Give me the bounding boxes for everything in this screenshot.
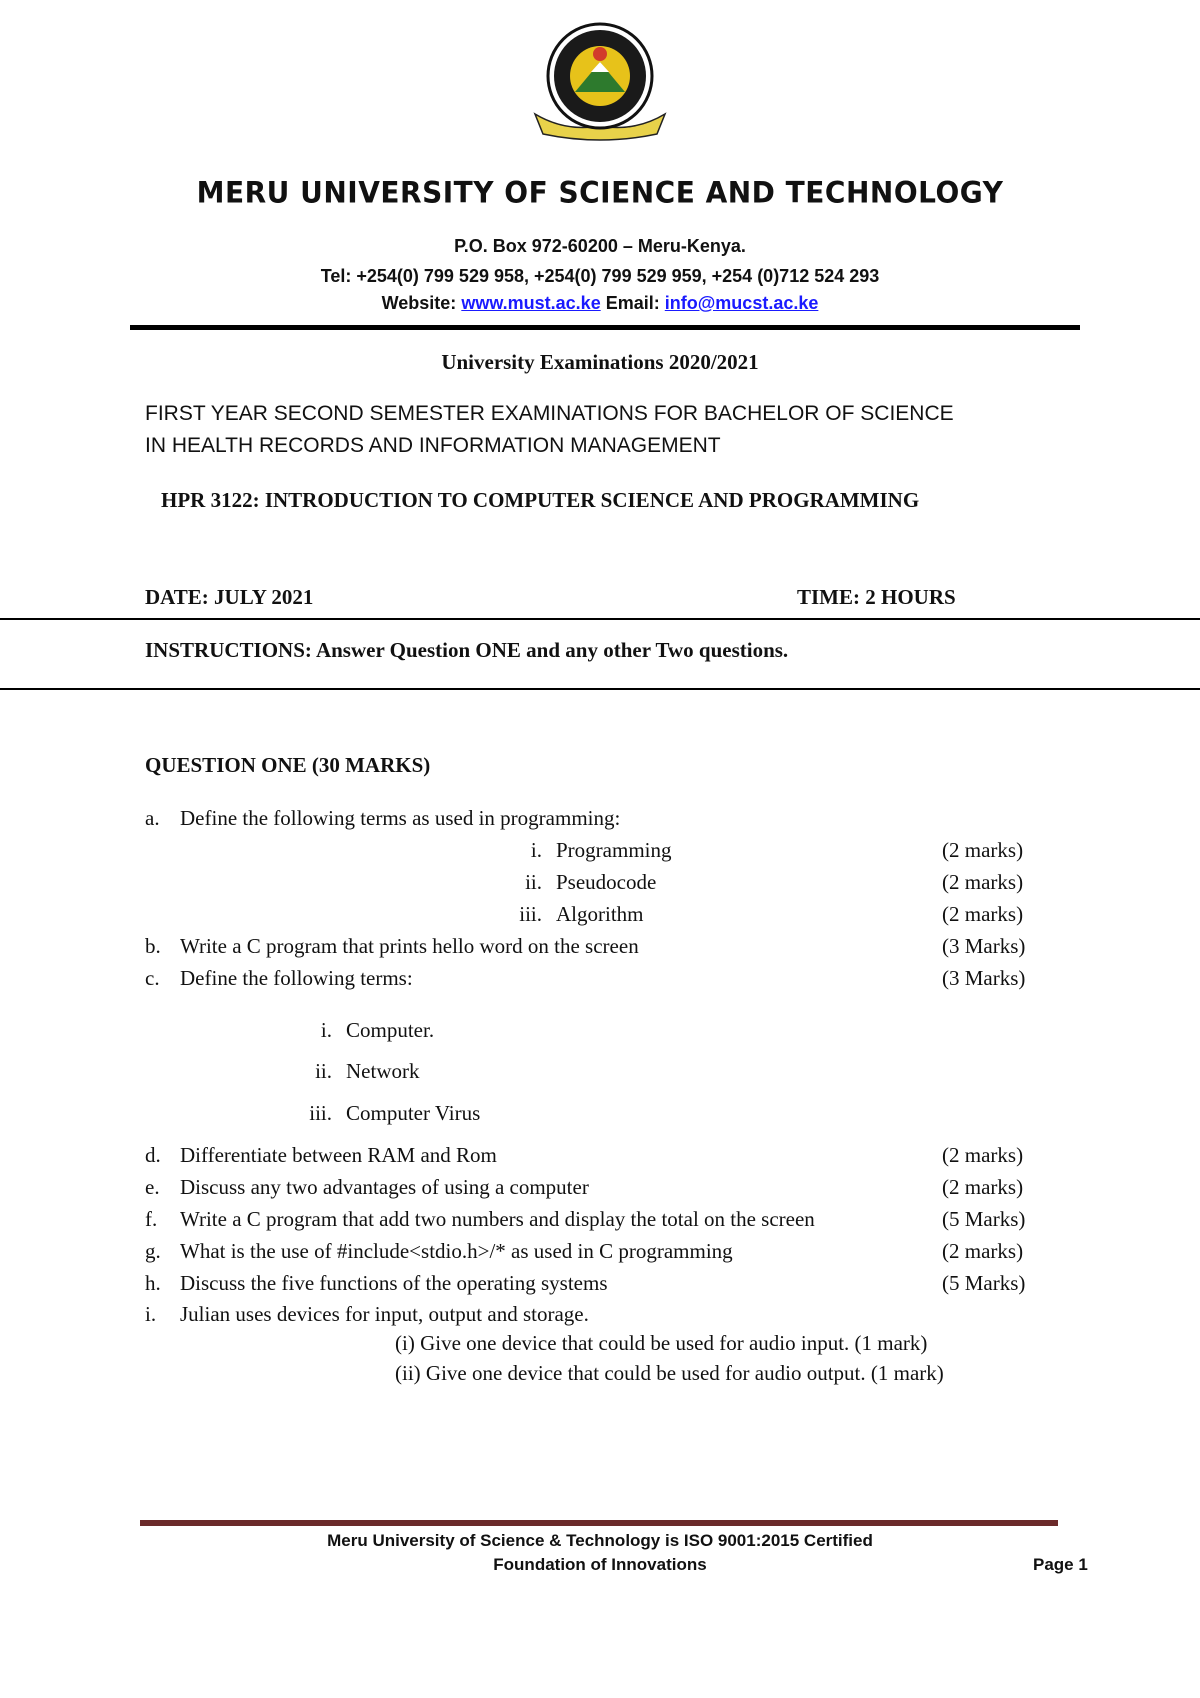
list-item bbox=[500, 902, 644, 927]
list-item bbox=[500, 870, 656, 895]
item-label: ii. bbox=[315, 1059, 332, 1083]
item-text: Write a C program that prints hello word on the screen bbox=[180, 934, 639, 958]
website-label: Website: bbox=[381, 293, 457, 313]
email-link[interactable]: info@mucst.ac.ke bbox=[664, 293, 819, 313]
item-text: What is the use of #include<stdio.h>/* as used in C programming bbox=[180, 1239, 733, 1263]
instructions-bottom-rule bbox=[0, 688, 1200, 690]
item-marks: (2 marks) bbox=[942, 1239, 1024, 1263]
question-one-heading: QUESTION ONE (30 MARKS) bbox=[145, 753, 431, 777]
university-name: MERU UNIVERSITY OF SCIENCE AND TECHNOLOGY bbox=[196, 175, 1004, 210]
list-item bbox=[145, 1271, 608, 1296]
item-text: Algorithm bbox=[556, 902, 644, 926]
exam-time: TIME: 2 HOURS bbox=[797, 585, 956, 609]
item-label: i. bbox=[145, 1302, 157, 1326]
item-label: i. bbox=[530, 838, 542, 862]
item-label: i. bbox=[320, 1018, 332, 1042]
item-text: Write a C program that add two numbers and display the total on the screen bbox=[180, 1207, 815, 1231]
course-title: HPR 3122: INTRODUCTION TO COMPUTER SCIENCE AND PROGRAMMING bbox=[161, 488, 920, 512]
item-label: g. bbox=[145, 1239, 161, 1263]
item-text: (ii) Give one device that could be used for audio output. (1 mark) bbox=[395, 1361, 944, 1385]
item-marks: (2 marks) bbox=[942, 838, 1024, 862]
item-label: iii. bbox=[309, 1101, 332, 1125]
item-text: Define the following terms as used in programming: bbox=[180, 806, 621, 830]
email-label: Email: bbox=[605, 293, 660, 313]
item-label: d. bbox=[145, 1143, 161, 1167]
item-text: Computer Virus bbox=[346, 1101, 481, 1125]
instructions: INSTRUCTIONS: Answer Question ONE and any other Two questions. bbox=[145, 638, 789, 662]
item-label: h. bbox=[145, 1271, 161, 1295]
list-item bbox=[290, 1101, 480, 1126]
header-divider bbox=[130, 325, 1080, 330]
item-marks: (2 marks) bbox=[942, 1175, 1024, 1199]
postal-address: P.O. Box 972-60200 – Meru-Kenya. bbox=[454, 236, 746, 256]
list-item bbox=[145, 1143, 497, 1168]
item-marks: (3 Marks) bbox=[942, 934, 1026, 958]
item-text: Network bbox=[346, 1059, 420, 1083]
item-text: Differentiate between RAM and Rom bbox=[180, 1143, 497, 1167]
list-item bbox=[145, 1302, 589, 1327]
exam-date: DATE: JULY 2021 bbox=[145, 585, 314, 609]
list-item bbox=[290, 1018, 434, 1043]
item-label: a. bbox=[145, 806, 160, 830]
item-text: Define the following terms: bbox=[180, 966, 413, 990]
exam-title-line-1: FIRST YEAR SECOND SEMESTER EXAMINATIONS FOR BACHELOR OF SCIENCE bbox=[145, 402, 954, 425]
page-number: Page 1 bbox=[1033, 1555, 1088, 1574]
item-marks: (2 marks) bbox=[942, 902, 1024, 926]
item-label: ii. bbox=[525, 870, 542, 894]
item-label: f. bbox=[145, 1207, 158, 1231]
list-item bbox=[290, 1059, 419, 1084]
list-item bbox=[145, 1239, 733, 1264]
item-text: (i) Give one device that could be used for audio input. (1 mark) bbox=[395, 1331, 928, 1355]
website-link[interactable]: www.must.ac.ke bbox=[461, 293, 601, 313]
telephone-line: Tel: +254(0) 799 529 958, +254(0) 799 529 959, +254 (0)712 524 293 bbox=[320, 266, 880, 286]
university-logo bbox=[525, 14, 675, 144]
list-item bbox=[145, 1175, 589, 1200]
item-label: iii. bbox=[519, 902, 542, 926]
list-item bbox=[395, 1361, 944, 1386]
item-marks: (2 marks) bbox=[942, 1143, 1024, 1167]
item-text: Programming bbox=[556, 838, 672, 862]
list-item bbox=[500, 838, 672, 863]
exam-title-line-2: IN HEALTH RECORDS AND INFORMATION MANAGEMENT bbox=[145, 434, 721, 457]
instructions-top-rule bbox=[0, 618, 1200, 620]
item-marks: (5 Marks) bbox=[942, 1207, 1026, 1231]
item-text: Pseudocode bbox=[556, 870, 657, 894]
footer-divider bbox=[140, 1520, 1058, 1526]
exam-session: University Examinations 2020/2021 bbox=[441, 350, 759, 374]
item-marks: (5 Marks) bbox=[942, 1271, 1026, 1295]
list-item bbox=[145, 1207, 815, 1232]
item-label: e. bbox=[145, 1175, 160, 1199]
item-label: c. bbox=[145, 966, 160, 990]
item-label: b. bbox=[145, 934, 161, 958]
list-item bbox=[145, 966, 413, 991]
list-item bbox=[395, 1331, 927, 1356]
item-text: Discuss the five functions of the operating systems bbox=[180, 1271, 608, 1295]
list-item bbox=[145, 934, 639, 959]
item-text: Julian uses devices for input, output and storage. bbox=[180, 1302, 589, 1326]
list-item bbox=[145, 806, 620, 831]
item-text: Computer. bbox=[346, 1018, 435, 1042]
item-text: Discuss any two advantages of using a computer bbox=[180, 1175, 589, 1199]
footer-certification: Meru University of Science & Technology is ISO 9001:2015 Certified bbox=[327, 1531, 873, 1550]
item-marks: (2 marks) bbox=[942, 870, 1024, 894]
contact-line bbox=[0, 293, 1200, 314]
footer-motto: Foundation of Innovations bbox=[493, 1555, 707, 1574]
item-marks: (3 Marks) bbox=[942, 966, 1026, 990]
